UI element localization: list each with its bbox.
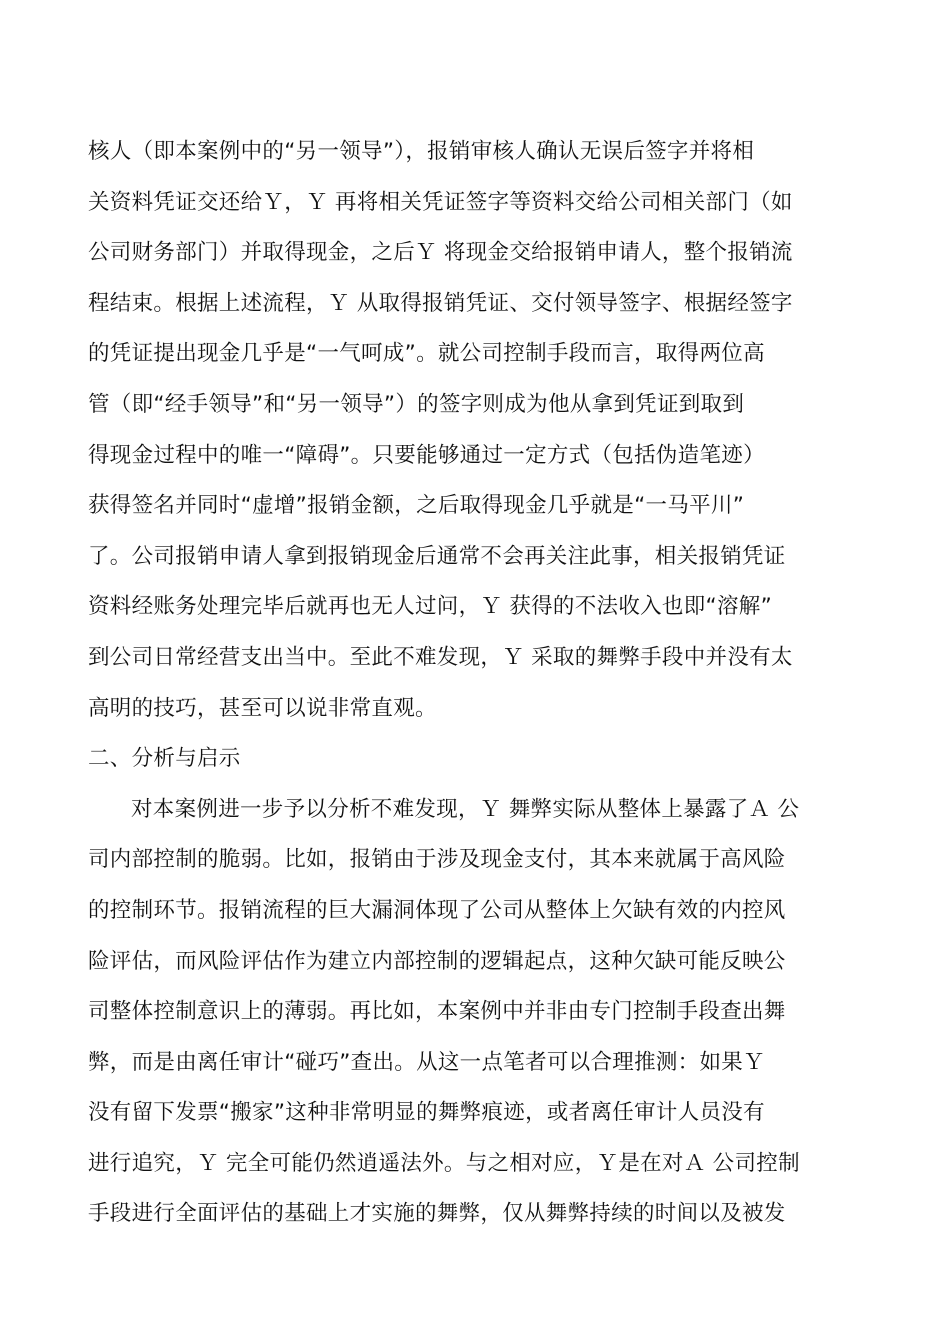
text-line: 司整体控制意识上的薄弱。再比如，本案例中并非由专门控制手段查出舞 [88,999,786,1025]
text-line: 管（即“经手领导”和“另一领导”）的签字则成为他从拿到凭证到取到 [88,391,745,417]
text-line: 手段进行全面评估的基础上才实施的舞弊，仅从舞弊持续的时间以及被发 [88,1201,786,1227]
text-line: 程结束。根据上述流程，Ｙ 从取得报销凭证、交付领导签字、根据经签字 [88,290,793,316]
text-line: 获得签名并同时“虚增”报销金额，之后取得现金几乎就是“一马平川” [88,493,745,519]
text-line: 弊，而是由离任审计“碰巧”查出。从这一点笔者可以合理推测：如果Ｙ [88,1049,765,1075]
text-line: 进行追究，Ｙ 完全可能仍然逍遥法外。与之相对应，Ｙ是在对Ａ 公司控制 [88,1150,800,1176]
text-line: 司内部控制的脆弱。比如，报销由于涉及现金支付，其本来就属于高风险 [88,847,786,873]
text-line: 的凭证提出现金几乎是“一气呵成”。就公司控制手段而言，取得两位高 [88,341,765,367]
text-line: 资料经账务处理完毕后就再也无人过问，Ｙ 获得的不法收入也即“溶解” [88,594,773,620]
text-line: 没有留下发票“搬家”这种非常明显的舞弊痕迹，或者离任审计人员没有 [88,1100,765,1126]
paragraph-analysis [88,785,808,1240]
section-heading: 二、分析与启示 [88,746,241,772]
text-line: 关资料凭证交还给Ｙ，Ｙ 再将相关凭证签字等资料交给公司相关部门（如 [88,189,793,215]
text-line: 险评估，而风险评估作为建立内部控制的逻辑起点，这种欠缺可能反映公 [88,948,786,974]
text-line: 核人（即本案例中的“另一领导”），报销审核人确认无误后签字并将相 [88,139,755,164]
text-line: 对本案例进一步予以分析不难发现，Ｙ 舞弊实际从整体上暴露了Ａ 公 [131,796,800,822]
text-line: 得现金过程中的唯一“障碍”。只要能够通过一定方式（包括伪造笔迹） [88,442,765,468]
text-line: 公司财务部门）并取得现金，之后Ｙ 将现金交给报销申请人，整个报销流 [88,240,793,266]
text-line: 到公司日常经营支出当中。至此不难发现，Ｙ 采取的舞弊手段中并没有太 [88,644,793,670]
text-line: 的控制环节。报销流程的巨大漏洞体现了公司从整体上欠缺有效的内控风 [88,897,786,923]
paragraph-continued [88,127,808,734]
text-line: 高明的技巧，甚至可以说非常直观。 [88,695,437,721]
document-body [88,127,808,1240]
text-line: 了。公司报销申请人拿到报销现金后通常不会再关注此事，相关报销凭证 [88,543,786,569]
